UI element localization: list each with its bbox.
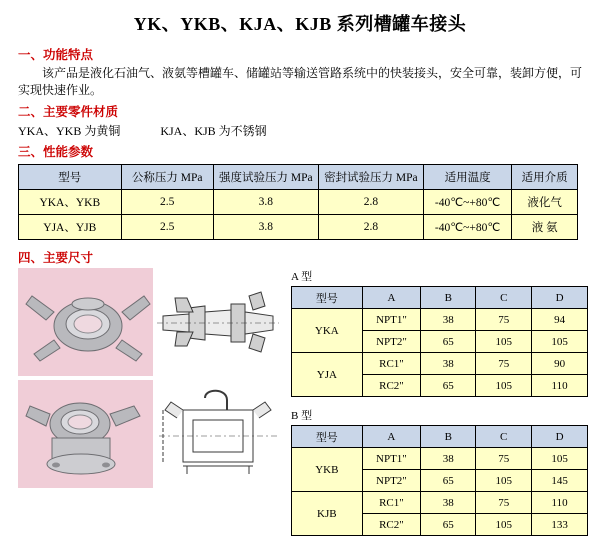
image-pair-a bbox=[18, 268, 283, 376]
perf-r0-c2: 3.8 bbox=[213, 190, 318, 215]
dimA-r3-v0: RC2" bbox=[362, 375, 421, 397]
perf-r1-c0: YJA、YJB bbox=[19, 215, 122, 240]
dimA-r2-v3: 90 bbox=[532, 353, 588, 375]
dimA-r0-v0: NPT1" bbox=[362, 309, 421, 331]
dimB-r0-v3: 105 bbox=[532, 448, 588, 470]
dimA-r0-model: YKA bbox=[292, 309, 363, 353]
dimB-r3-v1: 65 bbox=[421, 514, 476, 536]
section-heading-features: 一、功能特点 bbox=[18, 48, 94, 62]
perf-col-0: 型号 bbox=[19, 165, 122, 190]
dimA-r1-v2: 105 bbox=[476, 331, 532, 353]
dimension-table-a bbox=[291, 286, 588, 397]
dimB-r0-model: YKB bbox=[292, 448, 363, 492]
dimA-r3-v1: 65 bbox=[421, 375, 476, 397]
perf-r0-c0: YKA、YKB bbox=[19, 190, 122, 215]
dimA-r1-v3: 105 bbox=[532, 331, 588, 353]
dimB-r1-v3: 145 bbox=[532, 470, 588, 492]
dimension-block-a bbox=[291, 268, 588, 397]
dimB-col-4: D bbox=[532, 426, 588, 448]
dimB-r0-v0: NPT1" bbox=[362, 448, 421, 470]
table-header-row bbox=[292, 426, 588, 448]
table-row bbox=[19, 190, 578, 215]
product-photo-a bbox=[18, 268, 153, 376]
dimB-r2-v1: 38 bbox=[421, 492, 476, 514]
dimB-r0-v2: 75 bbox=[476, 448, 532, 470]
dimension-tables-column bbox=[291, 268, 588, 546]
perf-col-1: 公称压力 MPa bbox=[121, 165, 213, 190]
dimension-table-b bbox=[291, 425, 588, 536]
dimB-r1-v2: 105 bbox=[476, 470, 532, 492]
perf-r1-c5: 液 氨 bbox=[512, 215, 578, 240]
dimB-r3-v2: 105 bbox=[476, 514, 532, 536]
table-row bbox=[292, 309, 588, 331]
perf-col-3: 密封试验压力 MPa bbox=[318, 165, 423, 190]
table-header-row bbox=[292, 287, 588, 309]
dimA-col-2: B bbox=[421, 287, 476, 309]
perf-r0-c3: 2.8 bbox=[318, 190, 423, 215]
image-pair-b bbox=[18, 380, 283, 488]
dimB-col-3: C bbox=[476, 426, 532, 448]
perf-r1-c1: 2.5 bbox=[121, 215, 213, 240]
dimB-r0-v1: 38 bbox=[421, 448, 476, 470]
section-heading-materials: 二、主要零件材质 bbox=[18, 105, 119, 119]
dimB-col-0: 型号 bbox=[292, 426, 363, 448]
dimA-r2-v1: 38 bbox=[421, 353, 476, 375]
dimB-r2-model: KJB bbox=[292, 492, 363, 536]
dimB-r2-v3: 110 bbox=[532, 492, 588, 514]
dimA-col-4: D bbox=[532, 287, 588, 309]
dimB-r3-v3: 133 bbox=[532, 514, 588, 536]
dimension-block-b bbox=[291, 407, 588, 536]
table-header-row bbox=[19, 165, 578, 190]
dimA-r2-v2: 75 bbox=[476, 353, 532, 375]
dimB-r2-v2: 75 bbox=[476, 492, 532, 514]
dimB-col-1: A bbox=[362, 426, 421, 448]
perf-col-5: 适用介质 bbox=[512, 165, 578, 190]
dimA-r1-v0: NPT2" bbox=[362, 331, 421, 353]
perf-r0-c4: -40℃~+80℃ bbox=[423, 190, 511, 215]
dimA-r1-v1: 65 bbox=[421, 331, 476, 353]
dimA-r3-v3: 110 bbox=[532, 375, 588, 397]
features-text: 该产品是液化石油气、液氨等槽罐车、储罐站等输送管路系统中的快装接头，安全可靠，装卸方便，可实现快速作业。 bbox=[18, 66, 583, 97]
dimB-r3-v0: RC2" bbox=[362, 514, 421, 536]
product-drawing-a bbox=[153, 268, 283, 376]
table-row bbox=[19, 215, 578, 240]
dimA-r0-v1: 38 bbox=[421, 309, 476, 331]
section-heading-performance: 三、性能参数 bbox=[18, 145, 94, 159]
perf-col-2: 强度试验压力 MPa bbox=[213, 165, 318, 190]
performance-table bbox=[18, 164, 578, 240]
dimB-r1-v0: NPT2" bbox=[362, 470, 421, 492]
perf-col-4: 适用温度 bbox=[423, 165, 511, 190]
dimA-col-1: A bbox=[362, 287, 421, 309]
product-drawing-b bbox=[153, 380, 283, 488]
perf-r1-c2: 3.8 bbox=[213, 215, 318, 240]
dimensions-layout bbox=[18, 268, 600, 546]
materials-line bbox=[18, 122, 582, 139]
dimB-r1-v1: 65 bbox=[421, 470, 476, 492]
dimension-label-b: B 型 bbox=[291, 410, 313, 422]
dimA-col-0: 型号 bbox=[292, 287, 363, 309]
dimA-r2-model: YJA bbox=[292, 353, 363, 397]
product-images-column bbox=[18, 268, 283, 492]
table-row bbox=[292, 492, 588, 514]
perf-r1-c3: 2.8 bbox=[318, 215, 423, 240]
materials-right: KJA、KJB 为不锈钢 bbox=[160, 124, 267, 138]
table-row bbox=[292, 353, 588, 375]
product-photo-b bbox=[18, 380, 153, 488]
dimA-r0-v3: 94 bbox=[532, 309, 588, 331]
perf-r1-c4: -40℃~+80℃ bbox=[423, 215, 511, 240]
dimB-col-2: B bbox=[421, 426, 476, 448]
dimension-label-a: A 型 bbox=[291, 271, 313, 283]
section-heading-dimensions: 四、主要尺寸 bbox=[18, 251, 94, 265]
dimA-r3-v2: 105 bbox=[476, 375, 532, 397]
table-row bbox=[292, 448, 588, 470]
perf-r0-c1: 2.5 bbox=[121, 190, 213, 215]
page-title: YK、YKB、KJA、KJB 系列槽罐车接头 bbox=[133, 14, 467, 34]
dimA-col-3: C bbox=[476, 287, 532, 309]
dimB-r2-v0: RC1" bbox=[362, 492, 421, 514]
dimA-r2-v0: RC1" bbox=[362, 353, 421, 375]
materials-left: YKA、YKB 为黄铜 bbox=[18, 124, 121, 138]
dimA-r0-v2: 75 bbox=[476, 309, 532, 331]
perf-r0-c5: 液化气 bbox=[512, 190, 578, 215]
